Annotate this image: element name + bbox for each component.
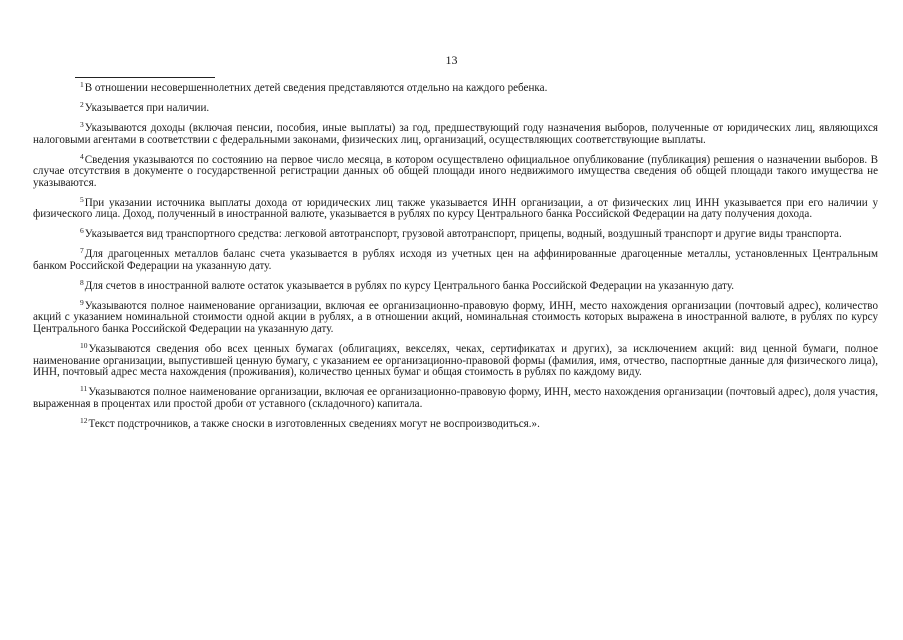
footnote-mark: 9 [80, 297, 84, 307]
footnote-11 [33, 384, 878, 410]
page-number: 13 [445, 53, 458, 67]
footnote-10 [33, 341, 878, 379]
footnote-text: При указании источника выплаты дохода от юридических лиц также указывается ИНН организации, а от физических лиц ИНН указывается при его наличии у физического лица. Доход, полученный в иностранной валюте, указывается в рублях по курсу Центрального банка Российской Федерации на дату получения дохода. [33, 196, 878, 221]
footnote-text: Указываются полное наименование организации, включая ее организационно-правовую форму, ИНН, место нахождения организации (почтовый адрес), количество акций с указанием номинальной стоимости одной акции в рублях, а в отношении акций, номинальная стоимость которых выражена в иностранной валюте, в рублях по курсу Центрального банка Российской Федерации на указанную дату. [33, 299, 878, 336]
footnote-text: В отношении несовершеннолетних детей сведения представляются отдельно на каждого ребенка. [84, 82, 548, 94]
footnote-1 [33, 80, 878, 95]
footnote-3 [33, 119, 878, 146]
footnote-12 [33, 415, 878, 431]
footnote-text: Для счетов в иностранной валюте остаток указывается в рублях по курсу Центрального банка Российской Федерации на указанную дату. [84, 279, 735, 292]
footnote-5 [33, 194, 878, 221]
footnote-mark: 12 [80, 415, 88, 425]
footnote-mark: 8 [80, 277, 84, 287]
footnote-6 [33, 226, 878, 241]
footnote-mark: 1 [80, 80, 84, 89]
footnote-7 [33, 246, 878, 272]
footnote-text: Указываются доходы (включая пенсии, пособия, иные выплаты) за год, предшествующий году назначения выборов, полученные от юридических лиц, являющихся налоговыми агентами в соответствии с федеральными законами, физических лиц, организаций, осуществляющих соответствующие выплаты. [33, 121, 878, 146]
footnote-text: Текст подстрочников, а также сноски в изготовленных сведениях могут не воспроизводиться.». [88, 417, 540, 430]
footnote-mark: 4 [80, 151, 84, 161]
footnote-mark: 10 [80, 341, 88, 351]
footnote-separator [75, 77, 215, 78]
footnote-text: Указываются полное наименование организации, включая ее организационно-правовую форму, ИНН, место нахождения организации (почтовый адрес), доля участия, выраженная в процентах или простой дроби от уставного (складочного) капитала. [33, 386, 878, 410]
footnote-mark: 3 [80, 119, 84, 129]
footnote-4 [33, 151, 878, 190]
footnote-text: Указывается вид транспортного средства: легковой автотранспорт, грузовой автотранспорт, прицепы, водный, воздушный транспорт и другие виды транспорта. [84, 228, 842, 241]
footnote-2 [33, 99, 878, 115]
footnote-mark: 11 [80, 384, 88, 394]
footnote-text: Сведения указываются по состоянию на первое число месяца, в котором осуществлено официальное опубликование (публикация) решения о назначении выборов. В случае отсутствия в документе о государственной регистрации данных об общей площади иного недвижимого имущества сведения об общей площади такого имущества не указываются. [33, 153, 878, 189]
footnote-9 [33, 297, 878, 336]
footnote-mark: 5 [80, 194, 84, 204]
footnote-mark: 7 [80, 246, 84, 256]
footnote-mark: 2 [80, 99, 84, 109]
footnote-text: Указывается при наличии. [84, 101, 210, 114]
footnote-text: Указываются сведения обо всех ценных бумагах (облигациях, векселях, чеках, сертификатах и других), за исключением акций: вид ценной бумаги, полное наименование организации, выпустившей ценную бумагу, с указанием ее организационно-правовой формы (фамилия, имя, отчество, паспортные данные для физического лица), ИНН, почтовый адрес места нахождения (проживания), количество ценных бумаг и общая стоимость в рублях по каждому виду. [33, 343, 878, 379]
footnote-text: Для драгоценных металлов баланс счета указывается в рублях исходя из учетных цен на аффинированные драгоценные металлы, установленных Центральным банком Российской Федерации на указанную дату. [33, 248, 878, 272]
footnotes-section [33, 80, 878, 439]
footnote-8 [33, 277, 878, 293]
footnote-mark: 6 [80, 226, 84, 236]
